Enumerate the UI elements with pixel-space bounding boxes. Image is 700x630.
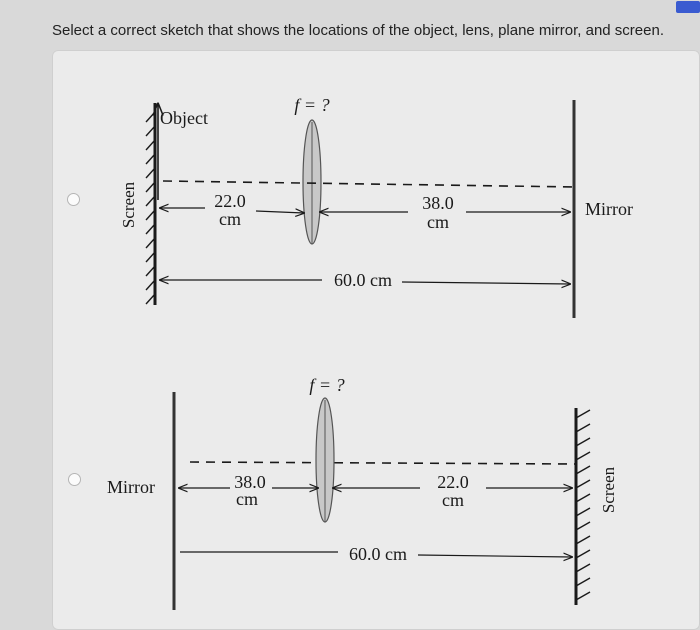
option-b-screen: [576, 408, 590, 605]
option-b-total-right: [418, 555, 572, 557]
option-b-dist-lens-screen-value: 22.0: [437, 472, 469, 492]
option-a-dist-lens-mirror-unit: cm: [427, 212, 449, 232]
option-b-diagram[interactable]: [107, 375, 618, 610]
option-b-screen-label: Screen: [599, 466, 618, 514]
option-a-mirror-label: Mirror: [585, 199, 633, 219]
option-a-lens: [303, 120, 321, 244]
option-a-diagram[interactable]: [119, 95, 633, 318]
option-b-dist-mirror-lens-value: 38.0: [234, 472, 266, 492]
option-b-dist-mirror-lens-unit: cm: [236, 489, 258, 509]
option-a-dist-object-lens-unit: cm: [219, 209, 241, 229]
option-b-optical-axis: [190, 462, 576, 464]
option-a-object-label: Object: [160, 108, 208, 128]
option-a-focal-label: f = ?: [294, 95, 330, 115]
option-a-total-distance: 60.0 cm: [334, 270, 392, 290]
option-a-screen: [146, 103, 155, 305]
option-b-dist-lens-screen-unit: cm: [442, 490, 464, 510]
option-a-screen-label: Screen: [119, 181, 138, 229]
option-a-dist-object-lens-value: 22.0: [214, 191, 246, 211]
option-a-dim-object-lens-right: [256, 211, 304, 213]
option-b-mirror-label: Mirror: [107, 477, 155, 497]
option-b-total-distance: 60.0 cm: [349, 544, 407, 564]
option-b-focal-label: f = ?: [309, 375, 345, 395]
option-b-lens: [316, 398, 334, 522]
option-a-total-right: [402, 282, 570, 284]
option-a-dist-lens-mirror-value: 38.0: [422, 193, 454, 213]
question-text: Select a correct sketch that shows the locations of the object, lens, plane mirror, and screen.: [52, 22, 664, 39]
option-a-optical-axis: [163, 181, 575, 187]
